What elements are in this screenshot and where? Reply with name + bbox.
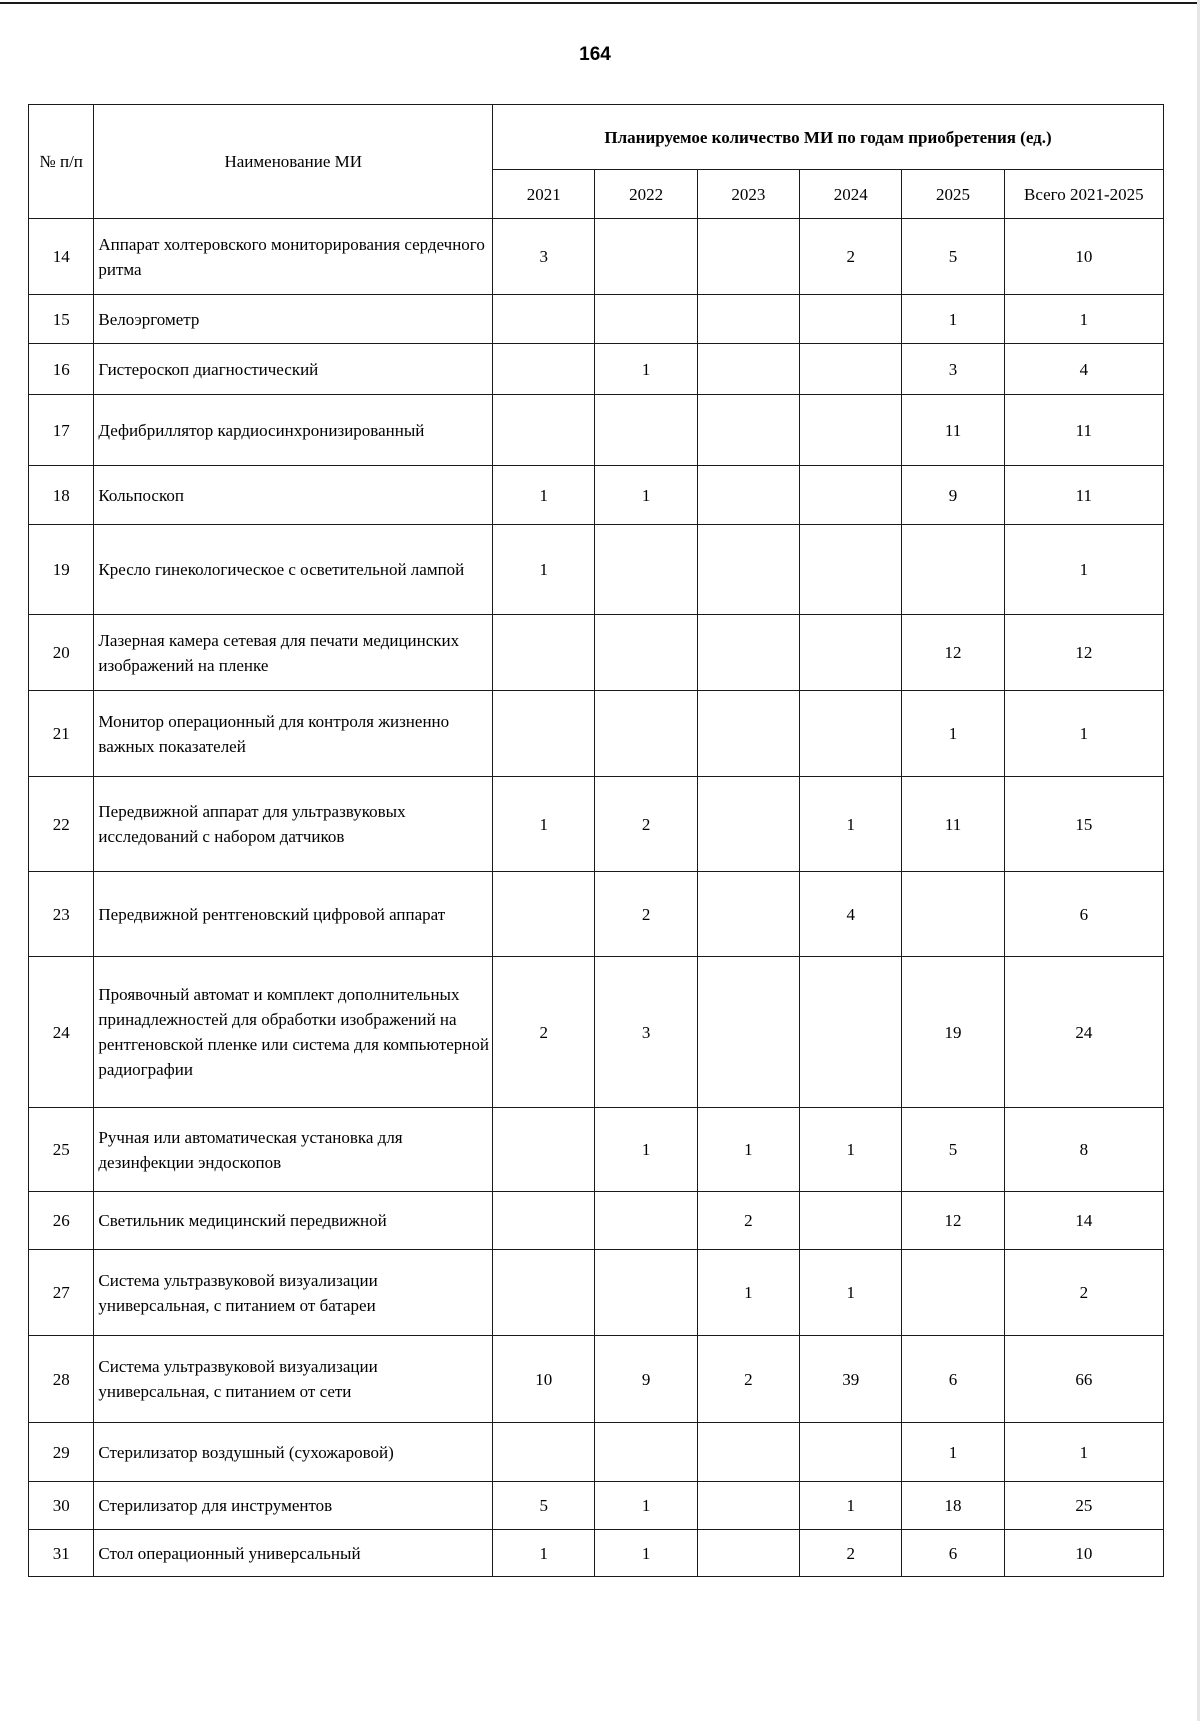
row-2023: 2: [697, 1192, 799, 1250]
row-2023: [697, 295, 799, 344]
row-total: 10: [1004, 1530, 1163, 1577]
row-2022: [595, 1192, 697, 1250]
row-2025: 1: [902, 1423, 1004, 1482]
row-name: Дефибриллятор кардиосинхронизированный: [94, 395, 493, 466]
table-row: [29, 1250, 1164, 1336]
row-total: 1: [1004, 295, 1163, 344]
row-total: 66: [1004, 1336, 1163, 1423]
row-2025: [902, 525, 1004, 615]
table-row: [29, 1192, 1164, 1250]
row-2023: [697, 466, 799, 525]
row-2021: [493, 615, 595, 691]
row-2021: [493, 1250, 595, 1336]
row-no: 16: [29, 344, 94, 395]
row-no: 24: [29, 957, 94, 1108]
row-2023: [697, 219, 799, 295]
row-2025: 19: [902, 957, 1004, 1108]
row-name: Гистероскоп диагностический: [94, 344, 493, 395]
header-name: Наименование МИ: [94, 105, 493, 219]
table-body: [29, 219, 1164, 1577]
row-2024: [800, 525, 902, 615]
row-2021: [493, 344, 595, 395]
row-name: Стерилизатор воздушный (сухожаровой): [94, 1423, 493, 1482]
row-2023: 1: [697, 1108, 799, 1192]
row-no: 15: [29, 295, 94, 344]
row-name: Кресло гинекологическое с осветительной лампой: [94, 525, 493, 615]
row-2024: [800, 1192, 902, 1250]
table-row: [29, 1530, 1164, 1577]
row-2025: 11: [902, 777, 1004, 872]
row-2024: 4: [800, 872, 902, 957]
row-total: 1: [1004, 691, 1163, 777]
top-scan-border: [0, 2, 1200, 4]
row-2024: 1: [800, 1250, 902, 1336]
header-no: № п/п: [29, 105, 94, 219]
row-2022: 9: [595, 1336, 697, 1423]
row-total: 12: [1004, 615, 1163, 691]
row-2022: 1: [595, 344, 697, 395]
row-name: Лазерная камера сетевая для печати медицинских изображений на пленке: [94, 615, 493, 691]
row-2024: [800, 466, 902, 525]
row-total: 11: [1004, 395, 1163, 466]
row-2022: 2: [595, 872, 697, 957]
row-2024: 1: [800, 777, 902, 872]
row-total: 8: [1004, 1108, 1163, 1192]
row-no: 30: [29, 1482, 94, 1530]
row-2021: [493, 691, 595, 777]
row-2022: 2: [595, 777, 697, 872]
table-row: [29, 219, 1164, 295]
row-total: 4: [1004, 344, 1163, 395]
row-name: Светильник медицинский передвижной: [94, 1192, 493, 1250]
row-2024: 39: [800, 1336, 902, 1423]
table-row: [29, 1423, 1164, 1482]
row-2021: [493, 295, 595, 344]
row-2021: 2: [493, 957, 595, 1108]
header-total: Всего 2021-2025: [1004, 170, 1163, 219]
row-2025: 12: [902, 1192, 1004, 1250]
row-total: 1: [1004, 525, 1163, 615]
table-row: [29, 395, 1164, 466]
row-no: 17: [29, 395, 94, 466]
row-2022: [595, 615, 697, 691]
row-name: Стол операционный универсальный: [94, 1530, 493, 1577]
row-name: Аппарат холтеровского мониторирования сердечного ритма: [94, 219, 493, 295]
row-2022: 1: [595, 1530, 697, 1577]
row-no: 23: [29, 872, 94, 957]
row-2023: [697, 872, 799, 957]
row-2025: 5: [902, 219, 1004, 295]
row-2021: 1: [493, 466, 595, 525]
table-row: [29, 777, 1164, 872]
row-2021: [493, 872, 595, 957]
row-2023: [697, 777, 799, 872]
equipment-table: [28, 104, 1164, 1577]
row-2022: 1: [595, 1108, 697, 1192]
row-2021: [493, 1423, 595, 1482]
row-total: 15: [1004, 777, 1163, 872]
row-2023: [697, 395, 799, 466]
row-2023: [697, 525, 799, 615]
row-no: 22: [29, 777, 94, 872]
header-year-2021: 2021: [493, 170, 595, 219]
row-2025: 6: [902, 1530, 1004, 1577]
table-row: [29, 525, 1164, 615]
row-2024: [800, 691, 902, 777]
row-no: 29: [29, 1423, 94, 1482]
header-year-2024: 2024: [800, 170, 902, 219]
row-2022: [595, 395, 697, 466]
row-2025: 18: [902, 1482, 1004, 1530]
row-name: Кольпоскоп: [94, 466, 493, 525]
row-2025: [902, 872, 1004, 957]
row-2021: 1: [493, 777, 595, 872]
row-2023: [697, 691, 799, 777]
row-total: 1: [1004, 1423, 1163, 1482]
row-name: Система ультразвуковой визуализации универсальная, с питанием от сети: [94, 1336, 493, 1423]
table-row: [29, 1336, 1164, 1423]
row-2022: [595, 1250, 697, 1336]
row-no: 14: [29, 219, 94, 295]
header-group: Планируемое количество МИ по годам приобретения (ед.): [493, 105, 1164, 170]
row-total: 6: [1004, 872, 1163, 957]
row-total: 25: [1004, 1482, 1163, 1530]
row-2025: 9: [902, 466, 1004, 525]
row-2024: [800, 395, 902, 466]
row-name: Велоэргометр: [94, 295, 493, 344]
row-total: 24: [1004, 957, 1163, 1108]
row-name: Система ультразвуковой визуализации универсальная, с питанием от батареи: [94, 1250, 493, 1336]
row-2023: [697, 1530, 799, 1577]
row-2024: 1: [800, 1482, 902, 1530]
row-total: 14: [1004, 1192, 1163, 1250]
row-2022: [595, 691, 697, 777]
row-2022: 1: [595, 466, 697, 525]
table-row: [29, 1108, 1164, 1192]
row-name: Ручная или автоматическая установка для дезинфекции эндоскопов: [94, 1108, 493, 1192]
row-2023: 1: [697, 1250, 799, 1336]
row-2025: 3: [902, 344, 1004, 395]
table-row: [29, 615, 1164, 691]
row-2023: [697, 957, 799, 1108]
row-2023: [697, 344, 799, 395]
row-name: Передвижной рентгеновский цифровой аппарат: [94, 872, 493, 957]
table-row: [29, 466, 1164, 525]
row-no: 27: [29, 1250, 94, 1336]
row-2023: [697, 615, 799, 691]
row-no: 20: [29, 615, 94, 691]
row-2022: [595, 1423, 697, 1482]
row-2024: 1: [800, 1108, 902, 1192]
row-no: 31: [29, 1530, 94, 1577]
row-2024: [800, 344, 902, 395]
row-no: 21: [29, 691, 94, 777]
row-2022: [595, 525, 697, 615]
table-row: [29, 957, 1164, 1108]
row-2023: [697, 1423, 799, 1482]
row-2021: 1: [493, 525, 595, 615]
header-year-2022: 2022: [595, 170, 697, 219]
row-2022: 3: [595, 957, 697, 1108]
table-row: [29, 872, 1164, 957]
row-2025: 1: [902, 295, 1004, 344]
page-number: 164: [579, 44, 611, 65]
row-name: Монитор операционный для контроля жизненно важных показателей: [94, 691, 493, 777]
row-2025: 12: [902, 615, 1004, 691]
row-2022: [595, 295, 697, 344]
row-2021: 3: [493, 219, 595, 295]
row-total: 10: [1004, 219, 1163, 295]
row-2025: 11: [902, 395, 1004, 466]
row-2021: 10: [493, 1336, 595, 1423]
row-2021: [493, 1108, 595, 1192]
row-2021: [493, 1192, 595, 1250]
row-2021: 1: [493, 1530, 595, 1577]
row-no: 25: [29, 1108, 94, 1192]
row-2025: 6: [902, 1336, 1004, 1423]
row-total: 11: [1004, 466, 1163, 525]
row-2024: [800, 1423, 902, 1482]
row-no: 18: [29, 466, 94, 525]
row-2022: 1: [595, 1482, 697, 1530]
row-2023: [697, 1482, 799, 1530]
row-2024: [800, 295, 902, 344]
header-year-2025: 2025: [902, 170, 1004, 219]
row-no: 26: [29, 1192, 94, 1250]
row-no: 19: [29, 525, 94, 615]
row-2023: 2: [697, 1336, 799, 1423]
row-name: Стерилизатор для инструментов: [94, 1482, 493, 1530]
row-2024: 2: [800, 219, 902, 295]
table-row: [29, 691, 1164, 777]
row-2025: 5: [902, 1108, 1004, 1192]
row-2022: [595, 219, 697, 295]
table-row: [29, 295, 1164, 344]
row-2024: [800, 615, 902, 691]
row-2021: [493, 395, 595, 466]
table-row: [29, 1482, 1164, 1530]
row-total: 2: [1004, 1250, 1163, 1336]
row-2021: 5: [493, 1482, 595, 1530]
header-year-2023: 2023: [697, 170, 799, 219]
row-2024: [800, 957, 902, 1108]
table-row: [29, 344, 1164, 395]
row-2025: [902, 1250, 1004, 1336]
row-2024: 2: [800, 1530, 902, 1577]
row-name: Передвижной аппарат для ультразвуковых исследований с набором датчиков: [94, 777, 493, 872]
row-name: Проявочный автомат и комплект дополнительных принадлежностей для обработки изображений на рентгеновской пленке или система для компьютерной радиографии: [94, 957, 493, 1108]
row-2025: 1: [902, 691, 1004, 777]
row-no: 28: [29, 1336, 94, 1423]
